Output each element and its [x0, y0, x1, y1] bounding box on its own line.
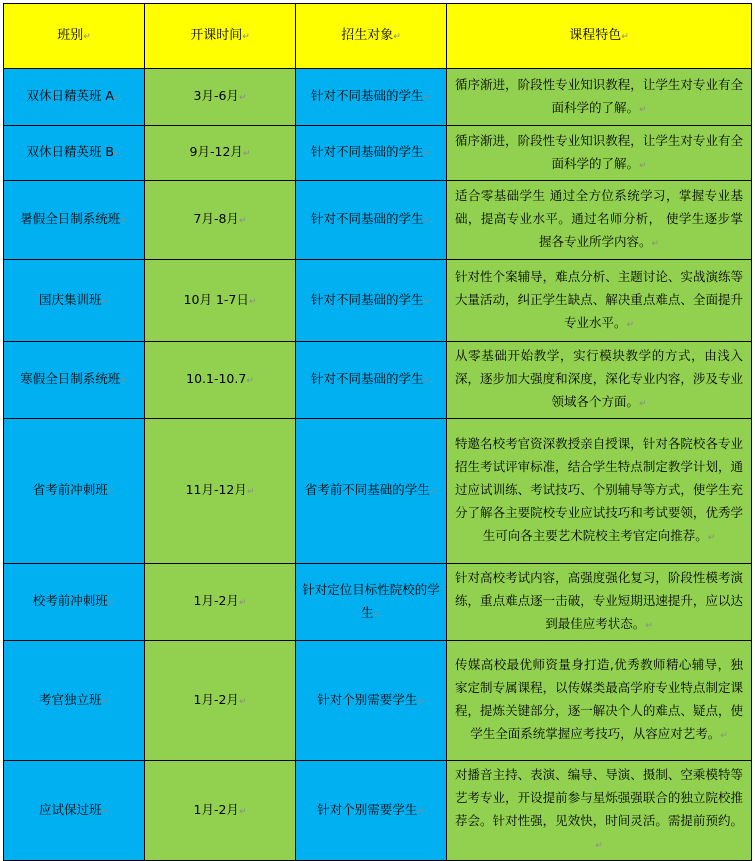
table-row: [4, 419, 752, 564]
class-name-cell: 国庆集训班↵: [4, 260, 145, 342]
feature-cell: 针对高校考试内容，高强度强化复习，阶段性模考演练，重点难点逐一击破，专业短期迅速提升，应以达到最佳应考状态。↵: [447, 564, 752, 641]
time-cell: 10.1-10.7↵: [145, 342, 296, 419]
target-cell: 针对个别需要学生↵: [296, 761, 447, 861]
table-row: [4, 181, 752, 260]
time-cell: 3月-6月↵: [145, 69, 296, 126]
class-name-cell: 双休日精英班 A↵: [4, 69, 145, 126]
table-header-row: [4, 4, 752, 69]
course-table: [3, 3, 752, 861]
time-cell: 11月-12月↵: [145, 419, 296, 564]
header-class: 班别↵: [4, 4, 145, 69]
time-cell: 7月-8月↵: [145, 181, 296, 260]
header-start-time: 开课时间↵: [145, 4, 296, 69]
feature-cell: 对播音主持、表演、编导、导演、摄制、空乘模特等艺考专业，开设提前参与星烁强强联合的独立院校推荐会。针对性强，见效快，时间灵活。需提前预约。↵: [447, 761, 752, 861]
table-row: [4, 69, 752, 126]
target-cell: 省考前不同基础的学生↵: [296, 419, 447, 564]
time-cell: 1月-2月↵: [145, 641, 296, 761]
feature-cell: 针对性个案辅导，难点分析、主题讨论、实战演练等大量活动，纠正学生缺点、解决重点难点、全面提升专业水平。↵: [447, 260, 752, 342]
target-cell: 针对不同基础的学生↵: [296, 69, 447, 126]
class-name-cell: 寒假全日制系统班↵: [4, 342, 145, 419]
header-target: 招生对象↵: [296, 4, 447, 69]
feature-cell: 适合零基础学生 通过全方位系统学习，掌握专业基础，提高专业水平。通过名师分析， 使学生逐步掌握各专业所学内容。↵: [447, 181, 752, 260]
target-cell: 针对不同基础的学生↵: [296, 126, 447, 181]
class-name-cell: 暑假全日制系统班↵: [4, 181, 145, 260]
feature-cell: 循序渐进，阶段性专业知识教程，让学生对专业有全面科学的了解。↵: [447, 126, 752, 181]
target-cell: 针对不同基础的学生↵: [296, 342, 447, 419]
class-name-cell: 考官独立班↵: [4, 641, 145, 761]
feature-cell: 循序渐进，阶段性专业知识教程，让学生对专业有全面科学的了解。↵: [447, 69, 752, 126]
time-cell: 10月 1-7日↵: [145, 260, 296, 342]
feature-cell: 特邀名校考官资深教授亲自授课，针对各院校各专业招生考试评审标准，结合学生特点制定教学计划，通过应试训练、考试技巧、个别辅导等方式，使学生充分了解各主要院校专业应试技巧和考试要领，优秀学生可向各主要艺术院校主考官定向推荐。↵: [447, 419, 752, 564]
class-name-cell: 应试保过班↵: [4, 761, 145, 861]
target-cell: 针对不同基础的学生↵: [296, 260, 447, 342]
target-cell: 针对不同基础的学生↵: [296, 181, 447, 260]
table-row: [4, 260, 752, 342]
table-row: [4, 641, 752, 761]
table-row: [4, 126, 752, 181]
class-name-cell: 省考前冲刺班↵: [4, 419, 145, 564]
feature-cell: 传媒高校最优师资量身打造,优秀教师精心辅导，独家定制专属课程，以传媒类最高学府专业特点制定课程，提炼关键部分，逐一解决个人的难点、疑点，使学生全面系统掌握应考技巧，从容应对艺考。↵: [447, 641, 752, 761]
table-row: [4, 761, 752, 861]
feature-cell: 从零基础开始教学，实行模块教学的方式，由浅入深，逐步加大强度和深度，深化专业内容，涉及专业领域各个方面。↵: [447, 342, 752, 419]
table-row: [4, 342, 752, 419]
time-cell: 9月-12月↵: [145, 126, 296, 181]
target-cell: 针对个别需要学生↵: [296, 641, 447, 761]
time-cell: 1月-2月↵: [145, 761, 296, 861]
target-cell: 针对定位目标性院校的学生↵: [296, 564, 447, 641]
class-name-cell: 双休日精英班 B↵: [4, 126, 145, 181]
table-row: [4, 564, 752, 641]
header-features: 课程特色↵: [447, 4, 752, 69]
time-cell: 1月-2月↵: [145, 564, 296, 641]
class-name-cell: 校考前冲刺班↵: [4, 564, 145, 641]
